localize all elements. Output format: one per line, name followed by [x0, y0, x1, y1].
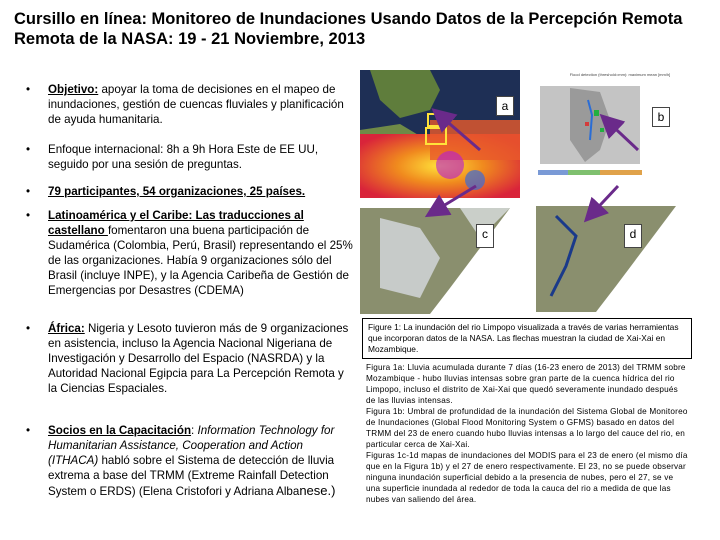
objetivo-lead: Objetivo: [48, 83, 99, 96]
bullet-marker: • [26, 83, 31, 96]
africa-lead: África: [48, 322, 85, 335]
figure-label-d: d [624, 224, 642, 248]
latam-lead: Latinoamérica y el Caribe: Las traducciones al castellano [48, 209, 304, 237]
participantes-text: 79 participantes, 54 organizaciones, 25 países. [48, 185, 306, 198]
caption-figure-1b: Figura 1b: Umbral de profundidad de la inundación del Sistema Global de Monitoreo de Inundaciones (Global Flood Monitoring System o GFMS) basado en datos del TRMM del 23 de enero cuando hubo lluvias intensas a lo largo del cauce del rio, en particular cerca de Xai-Xai. [366, 407, 688, 449]
africa-text: Nigeria y Lesoto tuvieron más de 9 organizaciones en asistencia, incluso la Agencia Nacional Nigeriana de Investigación y Desarrollo del Espacio (NASRDA) y la Autoridad Nacional Egipcia para La Percepción Remota y la Ciencias Espaciales. [48, 322, 349, 395]
figure-label-a: a [496, 96, 514, 116]
caption-figure-1c-1d: Figuras 1c-1d mapas de inundaciones del MODIS para el 23 de enero (el mismo día que en la Figura 1b) y el 27 de enero respectivamente. El 23, no se puede observar ninguna inundación superficial debido a la presencia de nubes, pero el 27, se ve una superficie inundada al rededor de toda la cauca del rio a medida de que las nubes van saliendo del área. [366, 451, 688, 504]
bullet-marker: • [26, 185, 31, 198]
capacitacion-text: habló sobre el Sistema de detección de lluvia extrema a base del TRMM (Extreme Rainfall Detection System o ERDS) (Elena Cristofori y Adriana Alba [48, 454, 335, 498]
slide-title: Cursillo en línea: Monitoreo de Inundaciones Usando Datos de la Percepción Remota Remota de la NASA: 19 - 21 Noviembre, 2013 [14, 10, 683, 48]
caption-main: Figure 1: La inundación del rio Limpopo visualizada a través de varias herramientas que incorporan datos de la NASA. Las flechas muestran la ciudad de Xai-Xai en Mozambique. [362, 318, 692, 359]
enfoque-text: Enfoque internacional: 8h a 9h Hora Este de EE UU, seguido por una sesión de preguntas. [48, 143, 319, 171]
capacitacion-tail: nese.) [299, 483, 336, 498]
capacitacion-italic: Information Technology for Humanitarian Assistance, Cooperation and Action (ITHACA) [48, 424, 335, 467]
capacitacion-sep: : [191, 424, 198, 437]
bullet-marker: • [26, 322, 31, 335]
bullet-marker: • [26, 143, 31, 156]
figure-label-c: c [476, 224, 494, 248]
chart-header-text: Flood detection (threshold=mm): maximum mean [mm/h] [569, 72, 671, 77]
bullet-marker: • [26, 209, 31, 222]
figure-label-b: b [652, 107, 670, 127]
latam-text: fomentaron una buena participación de Sudamérica (Colombia, Perú, Brasil) representando el 25% de las organizaciones. Había 9 organizaciones sólo del Brasil (incluye INPE), y la Agencia Caribeña de Gestión de Emergencias por Desastres (CDEMA) [48, 224, 353, 297]
caption-figure-1a: Figura 1a: Lluvia acumulada durante 7 días (16-23 enero de 2013) del TRMM sobre Mozambique - hubo lluvias intensas sobre gran parte de la cuenca hídrica del rio Limpopo, incluso el distrito de Xai-Xai que quedó severamente inundado después de las lluvias intensas. [366, 363, 686, 405]
objetivo-text: apoyar la toma de decisiones en el mapeo de inundaciones, gestión de cuencas fluviales y planificación de ayuda humanitaria. [48, 83, 344, 126]
figure-caption [362, 318, 692, 505]
capacitacion-lead: Socios en la Capacitación [48, 424, 192, 437]
bullet-marker: • [26, 424, 31, 437]
